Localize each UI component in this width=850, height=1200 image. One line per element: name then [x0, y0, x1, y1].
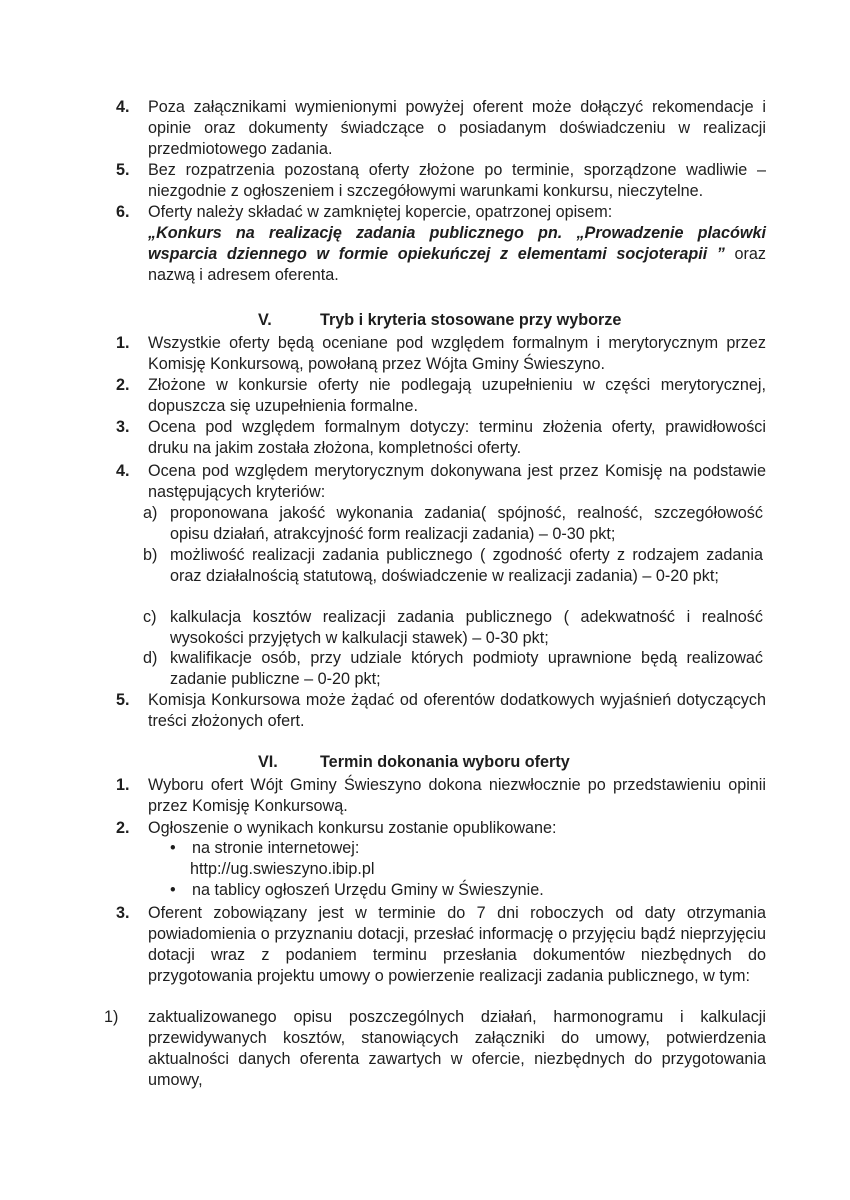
bullet-icon: • [170, 881, 176, 899]
item-text: Ocena pod względem merytorycznym dokonywana jest przez Komisję na podstawie następujących kryteriów: [148, 462, 766, 501]
item-text: Oferty należy składać w zamkniętej kopercie, opatrzonej opisem: „Konkurs na realizację zadania publicznego pn. „Prowadzenie placówki wsparcia dziennego w formie opiekuńczej z elementami socjoterapii ” oraz nazwą i adresem oferenta. [148, 203, 766, 284]
item-number: 1. [116, 776, 130, 794]
item-number: 6. [116, 203, 130, 221]
item-text: Komisja Konkursowa może żądać od oferentów dodatkowych wyjaśnień dotyczących treści złożonych ofert. [148, 691, 766, 730]
item-text: Poza załącznikami wymienionymi powyżej oferent może dołączyć rekomendacje i opinie oraz dokumenty świadczące o posiadanym doświadczeniu w realizacji przedmiotowego zadania. [148, 98, 766, 158]
list-item [116, 333, 766, 375]
item-number: 3. [116, 904, 130, 922]
item-number: 4. [116, 462, 130, 480]
list-item [116, 417, 766, 459]
list-item [116, 375, 766, 417]
list-item [116, 202, 766, 286]
item-text: Bez rozpatrzenia pozostaną oferty złożone po terminie, sporządzone wadliwie – niezgodnie z ogłoszeniem i szczegółowymi warunkami konkursu, nieczytelne. [148, 161, 766, 200]
item-text: Wszystkie oferty będą oceniane pod względem formalnym i merytorycznym przez Komisję Konkursową, powołaną przez Wójta Gminy Świeszyno. [148, 334, 766, 373]
item-text: Ocena pod względem formalnym dotyczy: terminu złożenia oferty, prawidłowości druku na jakim została złożona, kompletności oferty. [148, 418, 766, 457]
list-item [116, 97, 766, 160]
envelope-label: „Konkurs na realizację zadania publicznego pn. „Prowadzenie placówki wsparcia dziennego w formie opiekuńczej z elementami socjoterapii ” [148, 224, 766, 263]
list-item [116, 690, 766, 732]
list-item [116, 160, 766, 202]
item-text: Złożone w konkursie oferty nie podlegają uzupełnieniu w części merytorycznej, dopuszcza się uzupełnienia formalne. [148, 376, 766, 415]
item-text: Ogłoszenie o wynikach konkursu zostanie opublikowane: [148, 819, 557, 837]
bullet-icon: • [170, 839, 176, 857]
list-item [116, 461, 766, 503]
item-number: 1. [116, 334, 130, 352]
document-page: 4. Poza załącznikami wymienionymi powyżej oferent może dołączyć rekomendacje i opinie oraz dokumenty świadczące o posiadanym doświadczeniu w realizacji przedmiotowego zadania. 5. Bez rozpatrzenia pozostaną oferty złożone po terminie, sporządzone wadliwie – niezgodnie z ogłoszeniem i szczegółowymi warunkami konkursu, nieczytelne. 6. Oferty należy składać w zamkniętej kopercie, opatrzonej opisem: „Konkurs na realizację zadania publicznego pn. „Prowadzenie placówki wsparcia dziennego w formie opiekuńczej z elementami socjoterapii ” oraz nazwą i adresem oferenta. V. Tryb i kryteria stosowane przy wyborze 1. Wszystkie oferty będą oceniane pod względem formalnym i merytorycznym przez Komisję Konkursową, powołaną przez Wójta Gminy Świeszyno. 2. Złożone w konkursie oferty nie podlegają uzupełnieniu w części merytorycznej, dopuszcza się uzupełnienia formalne. 3. Ocena pod względem formalnym dotyczy: terminu złożenia oferty, prawidłowości druku na jakim została złożona, kompletności oferty. 4. Ocena pod względem merytorycznym dokonywana jest przez Komisję na podstawie następujących kryteriów: a) proponowana jakość wykonania zadania( spójność, realność, szczegółowość opisu działań, atrakcyjność form realizacji zadania) – 0-30 pkt; b) możliwość realizacji zadania publicznego ( zgodność oferty z rodzajem zadania oraz działalnością statutową, doświadczenie w realizacji zadania) – 0-20 pkt; c) kalkulacja kosztów realizacji zadania publicznego ( adekwatność i realność wysokości przyjętych w kalkulacji stawek) – 0-30 pkt; d) kwalifikacje osób, przy udziale których podmioty uprawnione będą realizować zadanie publiczne – 0-20 pkt; 5. Komisja Konkursowa może żądać od oferentów dodatkowych wyjaśnień dotyczących treści złożonych ofert. VI. Termin dokonania wyboru oferty 1. Wyboru ofert Wójt Gminy Świeszyno dokona niezwłocznie po przedstawieniu opinii przez Komisję Konkursową. 2. Ogłoszenie o wynikach konkursu zostanie opublikowane: • na stronie internetowej: http://ug.swieszyno.ibip.pl • na tablicy ogłoszeń Urzędu Gminy w Świeszynie. 3. Oferent zobowiązany jest w terminie do 7 dni roboczych od daty otrzymania powiadomienia o przyznaniu dotacji, przesłać informację o przyjęciu bądź nieprzyjęciu dotacji wraz z podaniem terminu przesłania dokumentów niezbędnych do przygotowania projektu umowy o powierzenie realizacji zadania publicznego, w tym: 1) zaktualizowanego opisu poszczególnych działań, harmonogramu i kalkulacji przewidywanych kosztów, stanowiących załączniki do umowy, potwierdzenia aktualności danych oferenta zawartych w ofercie, niezbędnych do przygotowania umowy, [104, 98, 766, 1089]
item-number: 3. [116, 418, 130, 436]
list-item [116, 903, 766, 1008]
item-text: Oferent zobowiązany jest w terminie do 7 dni roboczych od daty otrzymania powiadomienia o przyznaniu dotacji, przesłać informację o przyjęciu bądź nieprzyjęciu dotacji wraz z podaniem terminu przesłania dokumentów niezbędnych do przygotowania projektu umowy o powierzenie realizacji zadania publicznego, w tym: [148, 904, 766, 985]
item-number: 5. [116, 691, 130, 709]
website-url[interactable]: http://ug.swieszyno.ibip.pl [190, 860, 375, 878]
item-number: 4. [116, 98, 130, 116]
item-number: 2. [116, 376, 130, 394]
item-number: 2. [116, 819, 130, 837]
list-item [116, 775, 766, 817]
item-number: 5. [116, 161, 130, 179]
list-item [116, 818, 766, 839]
item-text: Wyboru ofert Wójt Gminy Świeszyno dokona niezwłocznie po przedstawieniu opinii przez Komisję Konkursową. [148, 776, 766, 815]
